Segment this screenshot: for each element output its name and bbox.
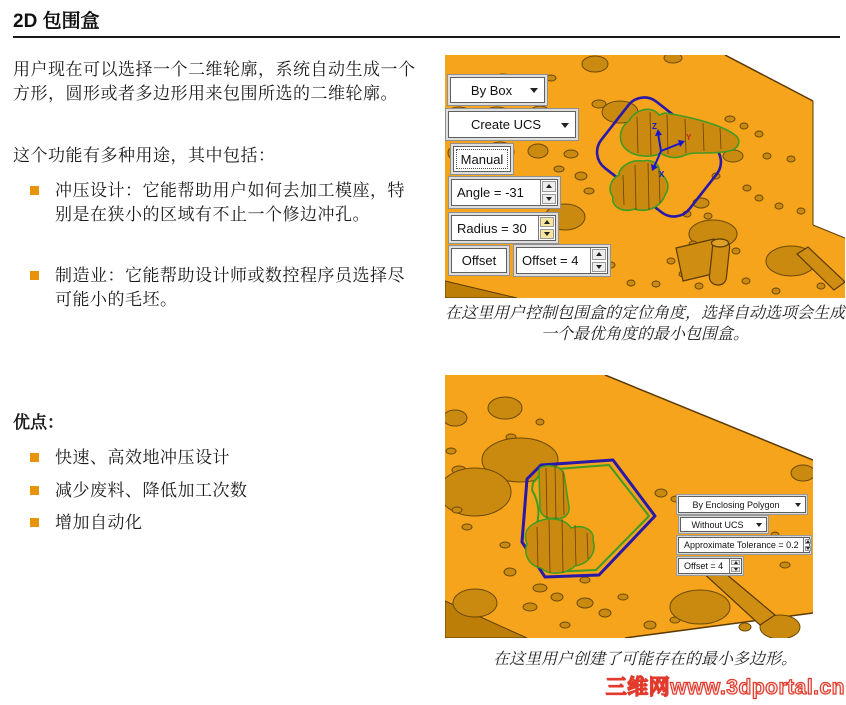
spin-buttons[interactable]: [803, 538, 812, 552]
spin-buttons[interactable]: [540, 180, 557, 205]
use-case-item: [30, 179, 420, 227]
spin-buttons[interactable]: [538, 216, 555, 240]
spin-up-button[interactable]: [805, 539, 811, 544]
tolerance-value: Approximate Tolerance = 0.2: [684, 540, 799, 550]
page-title: 2D 包围盒: [13, 11, 100, 32]
benefit-text: 减少废料、降低加工次数: [55, 481, 248, 500]
offset-spinner[interactable]: [516, 247, 608, 274]
chevron-down-icon: [795, 503, 801, 507]
benefit-text: 增加自动化: [55, 513, 143, 532]
angle-value: Angle = -31: [457, 185, 524, 200]
benefit-item: [30, 479, 420, 503]
spin-buttons[interactable]: [729, 559, 741, 573]
watermark: 三维网www.3dportal.cn: [605, 676, 845, 699]
spin-up-icon: [806, 540, 810, 543]
benefit-item: [30, 511, 420, 535]
title-rule: [13, 36, 840, 38]
ucs-mode-value: Create UCS: [470, 117, 542, 132]
spin-up-icon: [596, 252, 602, 256]
tolerance-spinner[interactable]: [678, 537, 810, 553]
spin-up-button[interactable]: [540, 217, 554, 227]
use-case-item: [30, 264, 420, 312]
benefit-item: [30, 446, 420, 470]
bullet-square-icon: [30, 518, 39, 527]
axis-z-label: Z: [652, 122, 657, 131]
spin-up-icon: [544, 220, 550, 224]
offset-value: Offset = 4: [522, 253, 579, 268]
chevron-down-icon: [756, 523, 762, 527]
box-mode-value: By Box: [470, 82, 513, 98]
offset-spinner[interactable]: [678, 558, 742, 574]
ucs-option-value: Without UCS: [691, 519, 744, 530]
spin-up-button[interactable]: [542, 181, 556, 192]
spin-up-button[interactable]: [731, 560, 740, 565]
figure-bounding-box-scene: [445, 55, 845, 298]
manual-button-label: Manual: [460, 151, 504, 167]
figure1-caption: 在这里用户控制包围盒的定位角度，选择自动选项会生成一个最优角度的最小包围盒。: [445, 305, 846, 343]
spin-down-icon: [734, 568, 738, 571]
spin-down-button[interactable]: [592, 262, 606, 273]
box-mode-dropdown[interactable]: [450, 77, 545, 103]
spin-down-icon: [806, 547, 810, 550]
offset-value: Offset = 4: [684, 561, 724, 571]
polygon-mode-dropdown[interactable]: [678, 496, 806, 513]
spin-down-button[interactable]: [540, 229, 554, 239]
radius-spinner[interactable]: [451, 215, 556, 241]
spin-up-button[interactable]: [592, 249, 606, 260]
spin-down-button[interactable]: [805, 546, 811, 551]
offset-button[interactable]: [451, 248, 507, 273]
spin-down-icon: [544, 232, 550, 236]
axis-x-label: X: [659, 170, 665, 179]
bullet-square-icon: [30, 186, 39, 195]
figure-enclosing-polygon-scene: [445, 375, 813, 638]
radius-value: Radius = 30: [457, 220, 527, 236]
spin-down-icon: [546, 197, 552, 201]
angle-spinner[interactable]: [451, 179, 558, 206]
axis-y-label: Y: [686, 133, 692, 142]
use-case-text: 制造业：它能帮助设计师或数控程序员选择尽可能小的毛坯。: [55, 266, 405, 309]
bullet-square-icon: [30, 486, 39, 495]
spin-down-button[interactable]: [731, 567, 740, 572]
bullet-square-icon: [30, 453, 39, 462]
spin-up-icon: [546, 184, 552, 188]
chevron-down-icon: [561, 123, 569, 128]
spin-up-icon: [734, 561, 738, 564]
benefit-text: 快速、高效地冲压设计: [55, 448, 230, 467]
intro-paragraph: 用户现在可以选择一个二维轮廓，系统自动生成一个方形，圆形或者多边形用来包围所选的二维轮廓。: [13, 60, 416, 103]
bullet-square-icon: [30, 271, 39, 280]
spin-buttons[interactable]: [590, 248, 607, 273]
use-case-text: 冲压设计：它能帮助用户如何去加工模座，特别是在狭小的区域有不止一个修边冲孔。: [55, 181, 405, 224]
manual-button[interactable]: [453, 146, 511, 172]
intro-lead-in: 这个功能有多种用途，其中包括：: [13, 146, 276, 165]
spin-down-icon: [596, 265, 602, 269]
benefits-heading: 优点：: [13, 413, 64, 432]
ucs-option-dropdown[interactable]: [680, 517, 767, 532]
chevron-down-icon: [530, 88, 538, 93]
figure2-caption: 在这里用户创建了可能存在的最小多边形。: [492, 651, 797, 668]
spin-down-button[interactable]: [542, 194, 556, 205]
offset-button-label: Offset: [461, 253, 497, 268]
ucs-mode-dropdown[interactable]: [448, 111, 576, 138]
polygon-mode-value: By Enclosing Polygon: [692, 499, 780, 510]
